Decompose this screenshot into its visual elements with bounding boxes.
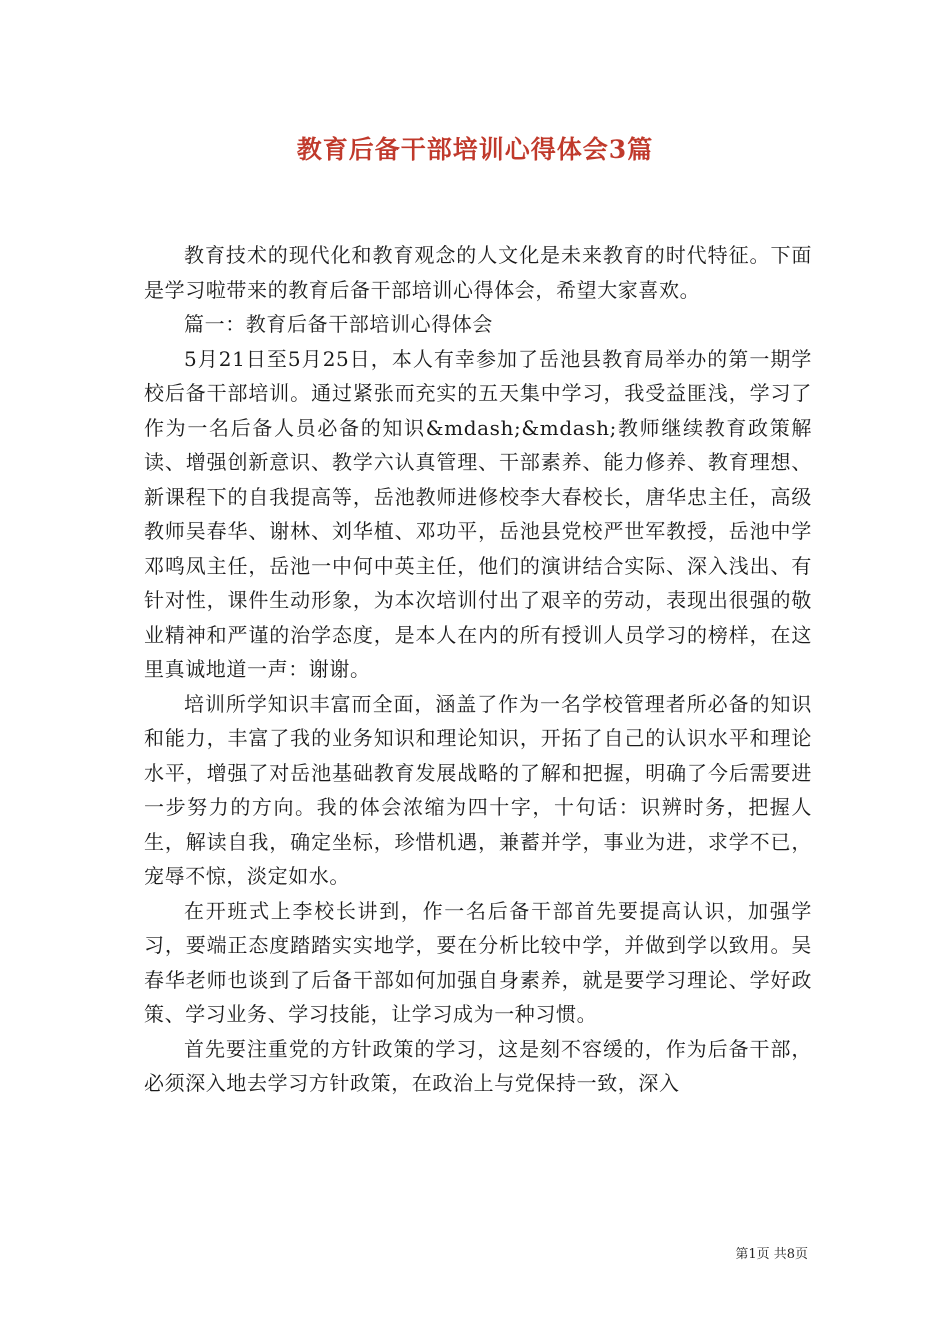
paragraph-training-overview: 5月21日至5月25日，本人有幸参加了岳池县教育局举办的第一期学校后备干部培训。通过紧张而充实的五天集中学习，我受益匪浅，学习了作为一名后备人员必备的知识&mdash;&mdash;教师继续教育政策解读、增强创新意识、教学六认真管理、干部素养、能力修养、教育理想、新课程下的自我提高等，岳池教师进修校李大春校长，唐华忠主任，高级教师吴春华、谢林、刘华植、邓功平，岳池县党校严世军教授，岳池中学邓鸣凤主任，岳池一中何中英主任，他们的演讲结合实际、深入浅出、有针对性，课件生动形象，为本次培训付出了艰辛的劳动，表现出很强的敬业精神和严谨的治学态度，是本人在内的所有授训人员学习的榜样，在这里真诚地道一声：谢谢。 [144,346,812,681]
document-title: 教育后备干部培训心得体会3篇 [296,135,654,164]
paragraph-opening-ceremony: 在开班式上李校长讲到，作一名后备干部首先要提高认识，加强学习，要端正态度踏踏实实地学，要在分析比较中学，并做到学以致用。吴春华老师也谈到了后备干部如何加强自身素养，就是要学习理论、学好政策、学习业务、学习技能，让学习成为一种习惯。 [144,898,812,1026]
paragraph-intro: 教育技术的现代化和教育观念的人文化是未来教育的时代特征。下面是学习啦带来的教育后备干部培训心得体会，希望大家喜欢。 [144,243,812,302]
document-body [144,238,812,1101]
paragraph-policy-study: 首先要注重党的方针政策的学习，这是刻不容缓的，作为后备干部，必须深入地去学习方针政策，在政治上与党保持一致，深入 [144,1036,812,1095]
page-number: 第1页 共8页 [735,1247,808,1262]
paragraph-training-content: 培训所学知识丰富而全面，涵盖了作为一名学校管理者所必备的知识和能力，丰富了我的业务知识和理论知识，开拓了自己的认识水平和理论水平，增强了对岳池基础教育发展战略的了解和把握，明确了今后需要进一步努力的方向。我的体会浓缩为四十字，十句话：识辨时务，把握人生，解读自我，确定坐标，珍惜机遇，兼蓄并学，事业为进，求学不已，宠辱不惊，淡定如水。 [144,691,812,888]
section-heading: 篇一：教育后备干部培训心得体会 [184,312,493,336]
